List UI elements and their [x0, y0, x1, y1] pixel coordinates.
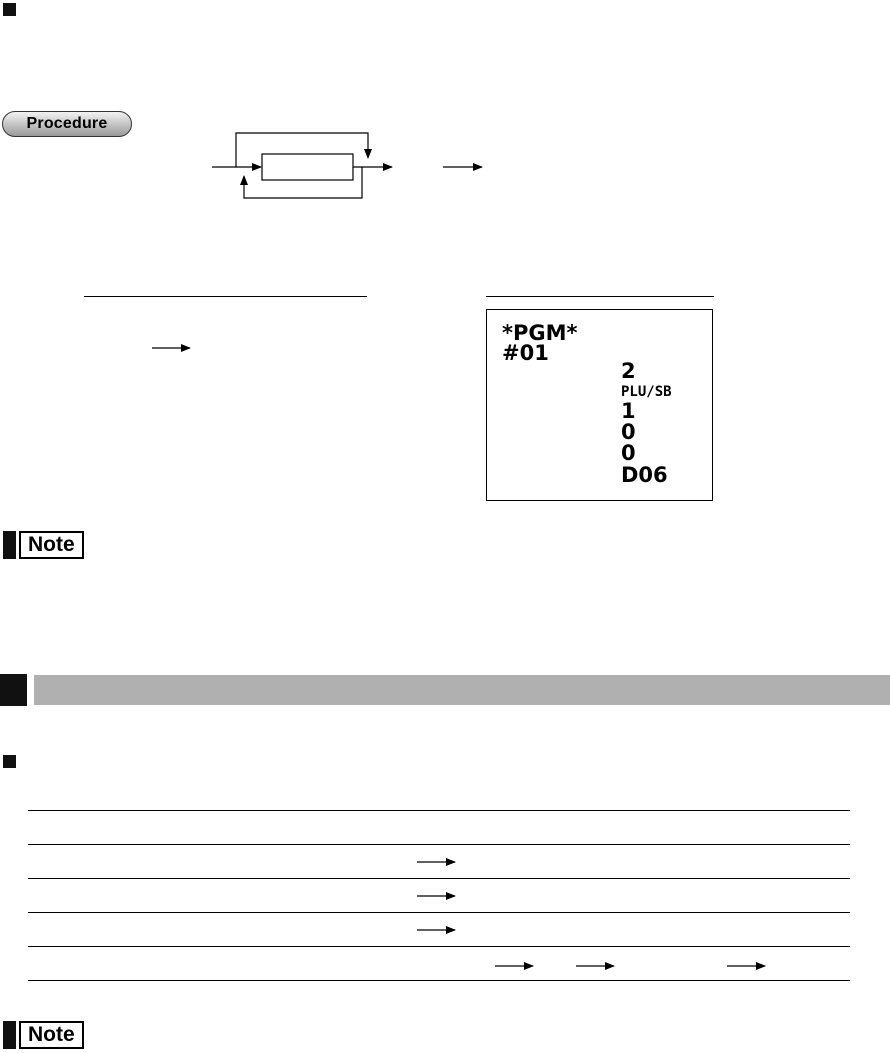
receipt-line-number: #01 [502, 341, 549, 365]
section-number-block [0, 674, 27, 706]
note-tag [3, 531, 84, 559]
receipt-value: 2 [621, 359, 636, 383]
table-rule [28, 878, 850, 879]
section-header [0, 674, 890, 706]
receipt-print [486, 309, 713, 501]
table-rule [28, 810, 850, 811]
procedure-box [262, 154, 353, 180]
key-operation-rule [84, 296, 367, 297]
note-tag [3, 1021, 84, 1049]
note-marker [3, 531, 16, 559]
note-label: Note [19, 531, 84, 559]
section-title-band [34, 675, 890, 705]
subsection-marker [3, 755, 16, 768]
receipt-value: 0 [621, 420, 636, 444]
table-rule [28, 844, 850, 845]
receipt-value: 0 [621, 441, 636, 465]
receipt-line-pgm: *PGM* [502, 321, 578, 345]
note-label: Note [19, 1021, 84, 1049]
receipt-value: D06 [621, 463, 668, 487]
procedure-label: Procedure [26, 115, 108, 132]
table-rule [28, 980, 850, 981]
receipt-value: PLU/SB [621, 384, 672, 400]
example-arrow [150, 338, 210, 358]
receipt-value: 1 [621, 399, 636, 423]
table-rule [28, 912, 850, 913]
procedure-flow-diagram [0, 0, 890, 220]
table-rule [28, 946, 850, 947]
note-marker [3, 1021, 16, 1049]
print-rule [486, 296, 714, 297]
